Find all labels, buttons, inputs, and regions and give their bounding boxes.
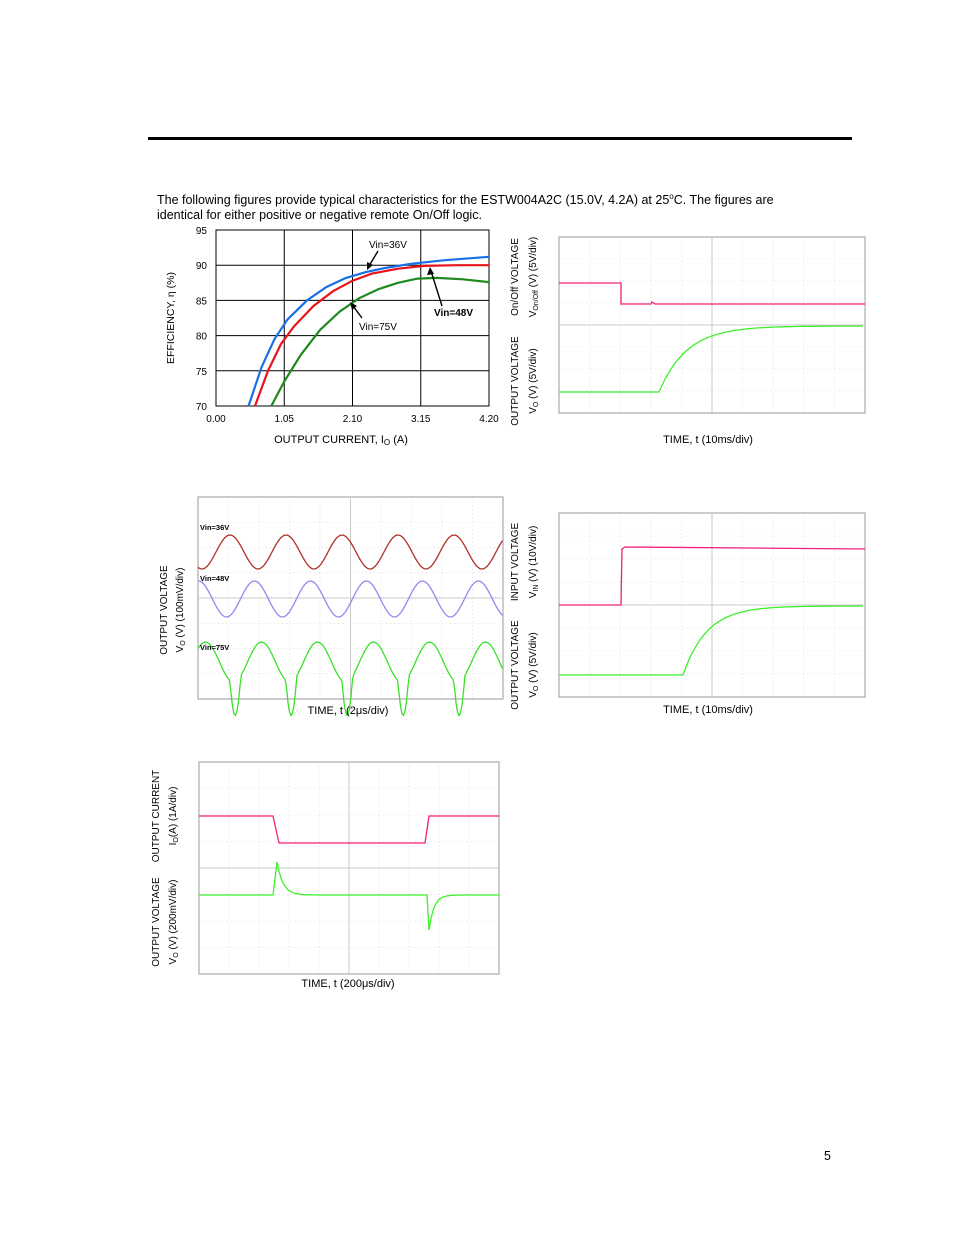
transient-ylabel-bottom: OUTPUT VOLTAGE: [151, 877, 162, 967]
ripple-label-vin36: Vin=36V: [200, 523, 230, 532]
input-ylabel-top-unit: $V_{IN}$ (V) (10V/div): [528, 525, 540, 599]
input-scope-screen: [559, 513, 865, 697]
onoff-scope-screen: [559, 237, 865, 413]
efficiency-ytick-label: 95: [195, 226, 207, 237]
efficiency-ytick-label: 80: [195, 331, 207, 343]
onoff-ylabel-bottom: OUTPUT VOLTAGE: [510, 336, 521, 426]
transient-scope-screen: [199, 762, 499, 974]
intro-sup: o: [669, 192, 674, 201]
efficiency-xtick-label: 1.05: [274, 414, 294, 425]
ripple-xlabel: TIME, t (2μs/div): [307, 705, 389, 717]
efficiency-xtick-label: 0.00: [206, 414, 226, 425]
efficiency-ytick-label: 85: [195, 296, 207, 308]
ripple-chart: [150, 495, 510, 720]
input-ylabel-bottom-unit: $V_O$ (V) (5V/div): [528, 632, 540, 698]
onoff-xlabel: TIME, t (10ms/div): [663, 434, 753, 446]
ripple-label-vin75: Vin=75V: [200, 643, 230, 652]
onoff-ylabel-top: On/Off VOLTAGE: [510, 238, 521, 316]
intro-line1: The following figures provide typical characteristics for the ESTW004A2C (15.0V, 4.2A) at 25: [157, 193, 670, 208]
efficiency-xticks: [206, 414, 499, 425]
annotation-vin75: Vin=75V: [359, 322, 397, 333]
ripple-label-vin48: Vin=48V: [200, 574, 230, 583]
efficiency-chart: [150, 222, 510, 454]
efficiency-ytick-label: 90: [195, 261, 207, 273]
input-ylabel-top: INPUT VOLTAGE: [510, 522, 521, 602]
annotation-vin48: Vin=48V: [434, 308, 474, 319]
efficiency-xtick-label: 4.20: [479, 414, 499, 425]
efficiency-yticks: [196, 226, 208, 413]
efficiency-ytick-label: 70: [195, 402, 207, 413]
transient-ylabel-top-unit: $I_O(A)$ (1A/div): [168, 786, 180, 846]
transient-chart: [145, 758, 505, 993]
transient-ylabel-top: OUTPUT CURRENT: [151, 769, 162, 863]
efficiency-series-vin-75v: [271, 278, 489, 406]
efficiency-xtick-label: 3.15: [411, 414, 431, 425]
intro-line2: identical for either positive or negative remote On/Off logic.: [157, 208, 482, 223]
transient-ylabel-bottom-unit: $V_O$ (V) (200mV/div): [168, 879, 180, 965]
annotation-vin48-arrowhead: [427, 267, 434, 275]
transient-xlabel: TIME, t (200μs/div): [301, 978, 395, 990]
efficiency-xtick-label: 2.10: [342, 414, 363, 425]
onoff-turnon-chart: [505, 230, 885, 455]
page-number: 5: [824, 1149, 831, 1163]
ripple-scope-screen: [198, 497, 503, 716]
header-rule: [148, 137, 852, 140]
intro-paragraph: [157, 189, 847, 223]
efficiency-xlabel: OUTPUT CURRENT, IO (A): [274, 434, 408, 447]
onoff-ylabel-bottom-unit: $V_O$ (V) (5V/div): [528, 348, 540, 414]
efficiency-ytick-label: 75: [195, 366, 207, 378]
input-ylabel-bottom: OUTPUT VOLTAGE: [510, 620, 521, 710]
input-turnon-chart: [505, 505, 885, 720]
onoff-ylabel-top-unit: $V_{On/Off}$ (V) (5V/div): [528, 236, 540, 318]
ripple-ylabel-unit: $V_O$ (V) (100mV/div): [175, 567, 187, 653]
ripple-ylabel: OUTPUT VOLTAGE: [159, 565, 170, 655]
efficiency-ylabel: EFFICIENCY, η (%): [165, 272, 177, 364]
annotation-vin36: Vin=36V: [369, 240, 407, 251]
intro-line1-end: C. The figures are: [673, 193, 774, 208]
input-xlabel: TIME, t (10ms/div): [663, 704, 753, 716]
